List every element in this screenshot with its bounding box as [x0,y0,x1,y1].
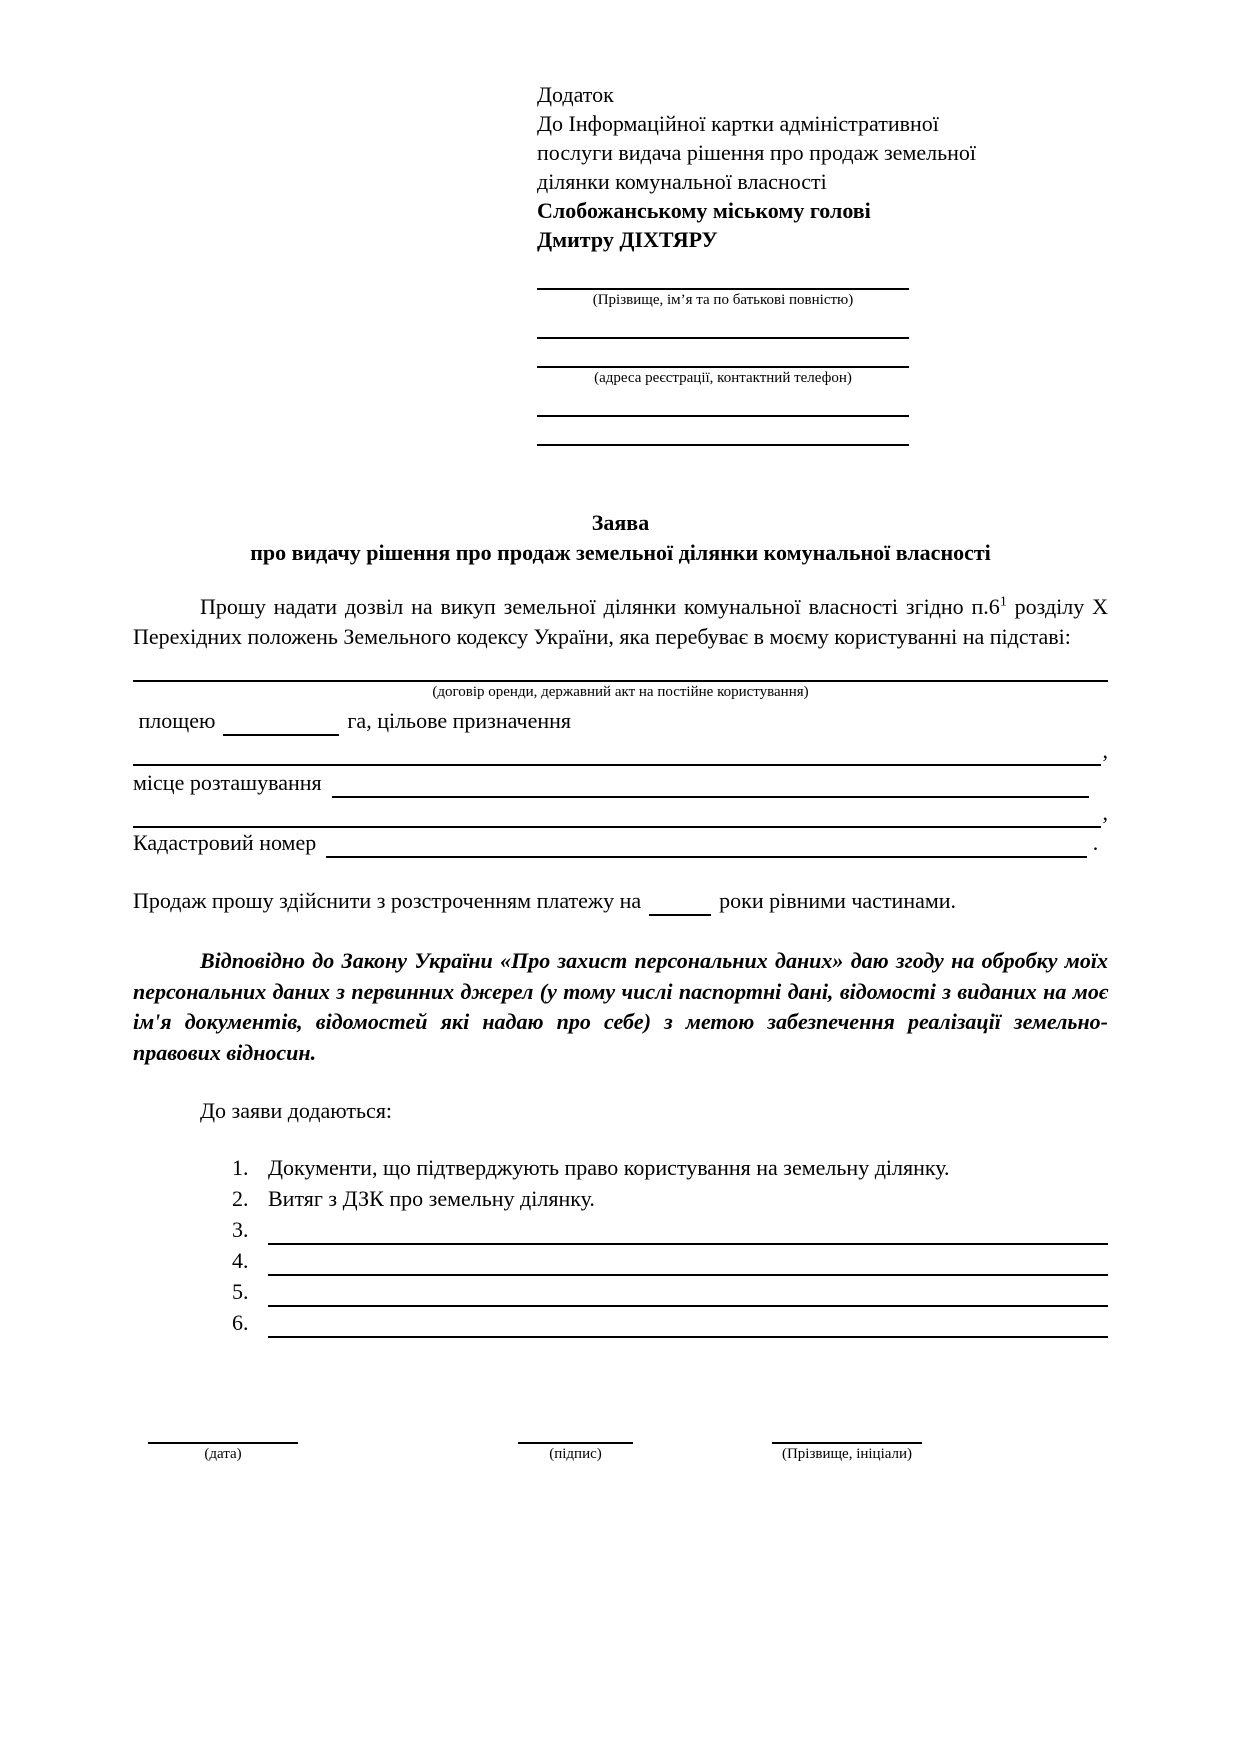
applicant-address-caption: (адреса реєстрації, контактний телефон) [594,370,852,386]
attachment-item-6 [133,1307,1108,1338]
attachment-number: 1. [232,1155,249,1180]
basis-caption: (договір оренди, державний акт на постійне користування) [432,684,809,700]
attachment-blank-field[interactable] [268,1249,1108,1276]
applicant-address-blank-line-2[interactable] [537,388,909,417]
attachment-text: Витяг з ДЗК про земельну ділянку. [268,1186,595,1211]
request-text-after: розділу X Перехідних положень Земельного кодексу України, яка перебуває в моєму користуванні на підставі: [133,594,1108,649]
document-subtitle: про видачу рішення про продаж земельної ділянки комунальної власності [250,540,991,565]
attachment-blank-field[interactable] [268,1311,1108,1338]
date-blank-field[interactable] [148,1418,298,1444]
applicant-address-blank-line-3[interactable] [537,417,909,446]
signature-date-column [148,1418,298,1464]
cadastre-blank-field[interactable] [326,832,1087,858]
location-label: місце розташування [133,770,322,795]
date-caption: (дата) [204,1446,242,1462]
cadastre-period: . [1092,830,1099,855]
installment-label-before: Продаж прошу здійснити з розстроченням платежу на [133,888,642,913]
area-blank-field[interactable] [223,710,339,736]
location-blank-row [133,798,1108,828]
attachment-item-4 [133,1245,1108,1276]
attachment-number: 2. [232,1186,249,1211]
name-caption: (Прізвище, ініціали) [781,1446,913,1462]
location-blank-line-2[interactable] [133,800,1101,828]
sign-blank-field[interactable] [518,1418,633,1444]
attachment-number: 3. [232,1217,249,1242]
attachment-blank-field[interactable] [268,1280,1108,1307]
location-blank-field[interactable] [332,772,1089,798]
document-title-block [133,508,1108,568]
name-blank-field[interactable] [772,1418,922,1444]
attachment-number: 6. [232,1310,249,1335]
area-after-label: га, цільове призначення [347,708,572,733]
attachment-number: 5. [232,1279,249,1304]
applicant-name-caption: (Прізвище, ім’я та по батькові повністю) [592,292,854,308]
footnote-superscript: 1 [999,594,1007,610]
consent-paragraph: Відповідно до Закону України «Про захист персональних даних» даю згоду на обробку моїх персональних даних з первинних джерел (у тому числі паспортні дані, відомості з виданих на моє ім'я документів, відомостей які надаю про себе) з метою забезпечення реалізації земельно-правових відносин. [133,948,1108,1065]
header-line-1: До Інформаційної картки адміністративної [537,111,939,136]
area-label: площею [133,708,216,733]
attachment-item-5 [133,1276,1108,1307]
addressee-title: Слобожанському міському голові [537,198,871,223]
attachment-text: Документи, що підтверджують право користування на земельну ділянку. [268,1155,950,1180]
attachments-label: До заяви додаються: [200,1098,393,1123]
attachments-list [133,1152,1108,1338]
signature-sign-column [518,1418,633,1464]
sign-caption: (підпис) [549,1446,602,1462]
installment-row [133,886,1108,916]
request-paragraph [133,592,1108,652]
document-title: Заява [591,510,650,535]
signature-row [0,1418,1240,1488]
area-row [133,706,1108,736]
addressee-block [537,80,997,446]
signature-name-column [772,1418,922,1464]
location-comma: , [1102,800,1108,825]
installment-years-blank-field[interactable] [649,890,711,916]
purpose-blank-row [133,736,1108,766]
attachment-item-2 [133,1183,1108,1214]
applicant-name-blank-line[interactable] [537,260,909,290]
basis-blank-line[interactable] [133,652,1108,682]
purpose-blank-line[interactable] [133,738,1101,766]
attachment-item-1 [133,1152,1108,1183]
location-row [133,768,1089,798]
header-line-3: ділянки комунальної власності [537,169,827,194]
appendix-label: Додаток [537,82,614,107]
attachment-number: 4. [232,1248,249,1273]
header-line-2: послуги видача рішення про продаж земельної [537,140,977,165]
cadastre-label: Кадастровий номер [133,830,317,855]
request-text-before: Прошу надати дозвіл на викуп земельної ділянки комунальної власності згідно п.6 [200,594,1000,619]
addressee-name: Дмитру ДІХТЯРУ [537,227,718,252]
cadastre-row [133,828,1098,858]
attachment-item-3 [133,1214,1108,1245]
purpose-comma: , [1102,738,1108,763]
installment-label-after: роки рівними частинами. [719,888,957,913]
attachment-blank-field[interactable] [268,1218,1108,1245]
applicant-name-blank-line-2[interactable] [537,310,909,339]
applicant-address-blank-line[interactable] [537,339,909,368]
